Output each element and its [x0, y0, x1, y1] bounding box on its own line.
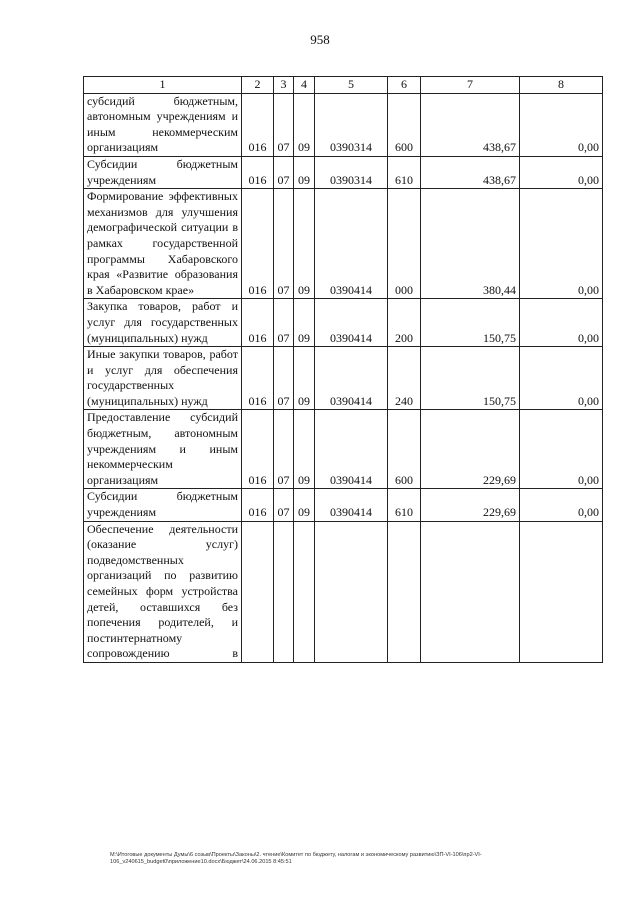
cell-amount-2: 0,00 — [520, 299, 603, 347]
column-header: 8 — [520, 77, 603, 94]
row-name: субсидий бюджетным, автономным учреждениям и иным некоммерческим организациям — [84, 93, 242, 156]
column-header: 6 — [388, 77, 421, 94]
row-name: Субсидии бюджетным учреждениям — [84, 156, 242, 188]
row-name: Предоставление субсидий бюджетным, автономным учреждениям и иным некоммерческим организациям — [84, 410, 242, 489]
cell-section: 07 — [274, 156, 294, 188]
cell-amount-2: 0,00 — [520, 410, 603, 489]
cell-amount: 438,67 — [421, 93, 520, 156]
page-number: 958 — [310, 32, 330, 47]
cell-amount: 438,67 — [421, 156, 520, 188]
cell-target-article: 0390314 — [315, 156, 388, 188]
cell-ministry-code: 016 — [242, 93, 274, 156]
cell-section: 07 — [274, 93, 294, 156]
document-path-footer: M:\Итоговые документы Думы\6 созыв\Проекты\Законы\2. чтение\Комитет по бюджету, налогам и экономическому развитию\ЗП-VI-106\пр2-VI-106_v240615_budget0\приложение10.docx\Бюджет\24.06.2015 8:45:51 — [110, 852, 482, 865]
cell-ministry-code — [242, 521, 274, 662]
cell-amount: 380,44 — [421, 189, 520, 299]
row-name: Закупка товаров, работ и услуг для государственных (муниципальных) нужд — [84, 299, 242, 347]
cell-ministry-code: 016 — [242, 410, 274, 489]
cell-expense-type: 600 — [388, 93, 421, 156]
cell-subsection — [294, 521, 315, 662]
cell-amount-2 — [520, 521, 603, 662]
cell-target-article: 0390414 — [315, 410, 388, 489]
cell-expense-type — [388, 521, 421, 662]
column-header: 1 — [84, 77, 242, 94]
budget-table — [83, 76, 603, 663]
cell-section: 07 — [274, 189, 294, 299]
cell-section: 07 — [274, 489, 294, 521]
cell-subsection: 09 — [294, 189, 315, 299]
cell-subsection: 09 — [294, 410, 315, 489]
table-row — [84, 410, 603, 489]
cell-target-article: 0390414 — [315, 189, 388, 299]
cell-section: 07 — [274, 347, 294, 410]
cell-amount-2: 0,00 — [520, 489, 603, 521]
table-row — [84, 299, 603, 347]
row-name: Обеспечение деятельности (оказание услуг) подведомственных организаций по развитию семейных форм устройства детей, оставшихся без попечения родителей, и постинтернатному сопровождению в — [84, 521, 242, 662]
cell-amount-2: 0,00 — [520, 189, 603, 299]
cell-target-article: 0390414 — [315, 347, 388, 410]
cell-ministry-code: 016 — [242, 299, 274, 347]
cell-expense-type: 610 — [388, 489, 421, 521]
row-name: Субсидии бюджетным учреждениям — [84, 489, 242, 521]
column-header: 2 — [242, 77, 274, 94]
cell-amount-2: 0,00 — [520, 93, 603, 156]
cell-amount: 150,75 — [421, 299, 520, 347]
cell-amount: 150,75 — [421, 347, 520, 410]
cell-amount: 229,69 — [421, 410, 520, 489]
cell-ministry-code: 016 — [242, 156, 274, 188]
table-header-row — [84, 77, 603, 94]
cell-ministry-code: 016 — [242, 347, 274, 410]
column-header: 4 — [294, 77, 315, 94]
column-header: 3 — [274, 77, 294, 94]
cell-section — [274, 521, 294, 662]
cell-subsection: 09 — [294, 489, 315, 521]
cell-expense-type: 000 — [388, 189, 421, 299]
table-row — [84, 347, 603, 410]
column-header: 5 — [315, 77, 388, 94]
cell-target-article: 0390414 — [315, 299, 388, 347]
column-header: 7 — [421, 77, 520, 94]
table-row — [84, 189, 603, 299]
cell-target-article: 0390414 — [315, 489, 388, 521]
cell-subsection: 09 — [294, 156, 315, 188]
cell-expense-type: 600 — [388, 410, 421, 489]
cell-expense-type: 240 — [388, 347, 421, 410]
cell-amount — [421, 521, 520, 662]
cell-amount-2: 0,00 — [520, 156, 603, 188]
cell-section: 07 — [274, 299, 294, 347]
cell-subsection: 09 — [294, 93, 315, 156]
cell-target-article — [315, 521, 388, 662]
cell-expense-type: 200 — [388, 299, 421, 347]
cell-subsection: 09 — [294, 299, 315, 347]
table-row — [84, 156, 603, 188]
cell-subsection: 09 — [294, 347, 315, 410]
cell-amount: 229,69 — [421, 489, 520, 521]
row-name: Формирование эффективных механизмов для улучшения демографической ситуации в рамках государственной программы Хабаровского края «Развитие образования в Хабаровском крае» — [84, 189, 242, 299]
row-name: Иные закупки товаров, работ и услуг для обеспечения государственных (муниципальных) нужд — [84, 347, 242, 410]
cell-expense-type: 610 — [388, 156, 421, 188]
cell-amount-2: 0,00 — [520, 347, 603, 410]
cell-target-article: 0390314 — [315, 93, 388, 156]
table-row — [84, 521, 603, 662]
table-row — [84, 489, 603, 521]
cell-ministry-code: 016 — [242, 189, 274, 299]
cell-section: 07 — [274, 410, 294, 489]
cell-ministry-code: 016 — [242, 489, 274, 521]
table-row — [84, 93, 603, 156]
